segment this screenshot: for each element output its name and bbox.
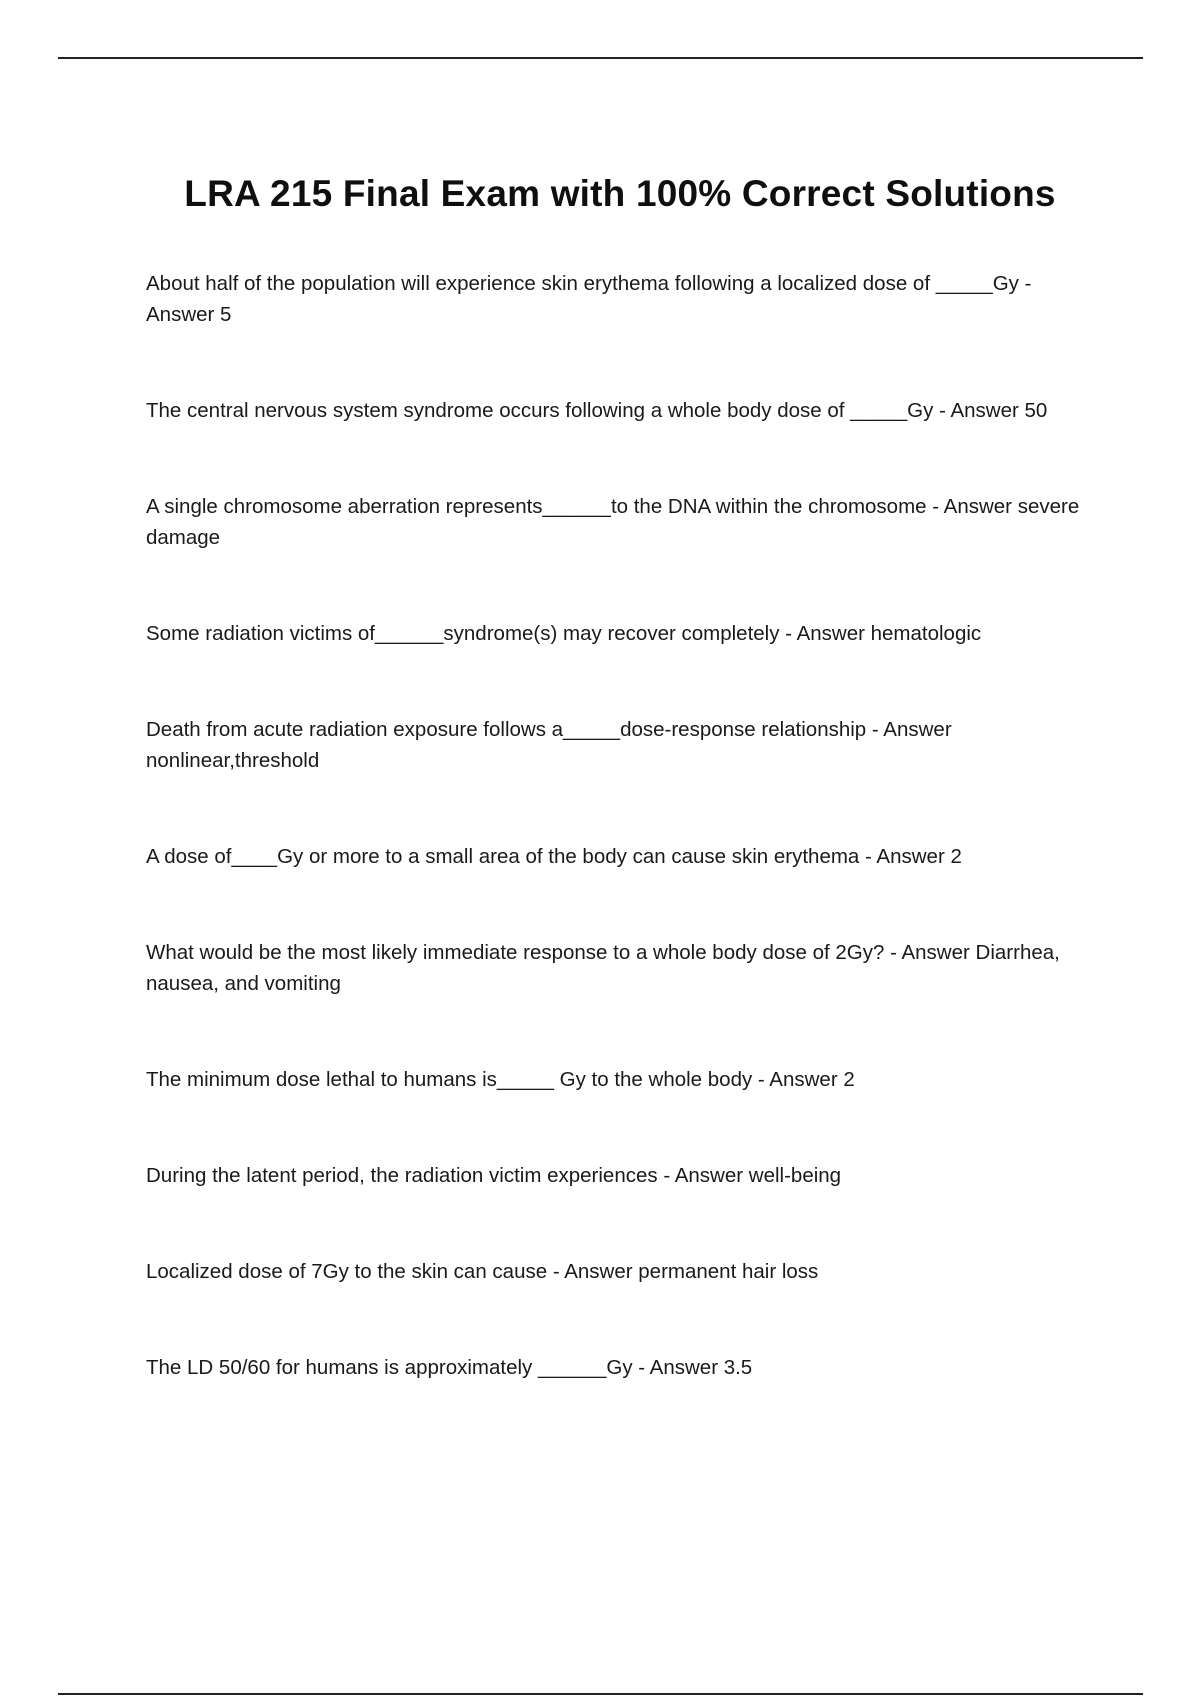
qa-item-11: The LD 50/60 for humans is approximately ______Gy - Answer 3.5 <box>146 1356 753 1379</box>
qa-item-4: Some radiation victims of______syndrome(s) may recover completely - Answer hematologic <box>146 622 982 645</box>
document-title: LRA 215 Final Exam with 100% Correct Solutions <box>184 172 1056 214</box>
bottom-rule <box>58 1693 1143 1695</box>
qa-item-6: A dose of____Gy or more to a small area of the body can cause skin erythema - Answer 2 <box>146 845 962 868</box>
qa-item-1: About half of the population will experience skin erythema following a localized dose of _____Gy - Answer 5 <box>146 272 1032 326</box>
top-rule <box>58 57 1143 59</box>
qa-item-5: Death from acute radiation exposure follows a_____dose-response relationship - Answer nonlinear,threshold <box>146 718 952 772</box>
qa-item-2: The central nervous system syndrome occurs following a whole body dose of _____Gy - Answer 50 <box>146 399 1048 422</box>
qa-item-3: A single chromosome aberration represents______to the DNA within the chromosome - Answer severe damage <box>146 495 1080 549</box>
qa-item-8: The minimum dose lethal to humans is_____ Gy to the whole body - Answer 2 <box>146 1068 855 1091</box>
qa-item-9: During the latent period, the radiation victim experiences - Answer well-being <box>146 1164 842 1187</box>
qa-list <box>146 268 1091 1383</box>
qa-item-10: Localized dose of 7Gy to the skin can cause - Answer permanent hair loss <box>146 1260 819 1283</box>
qa-item-7: What would be the most likely immediate response to a whole body dose of 2Gy? - Answer Diarrhea, nausea, and vomiting <box>146 941 1060 995</box>
